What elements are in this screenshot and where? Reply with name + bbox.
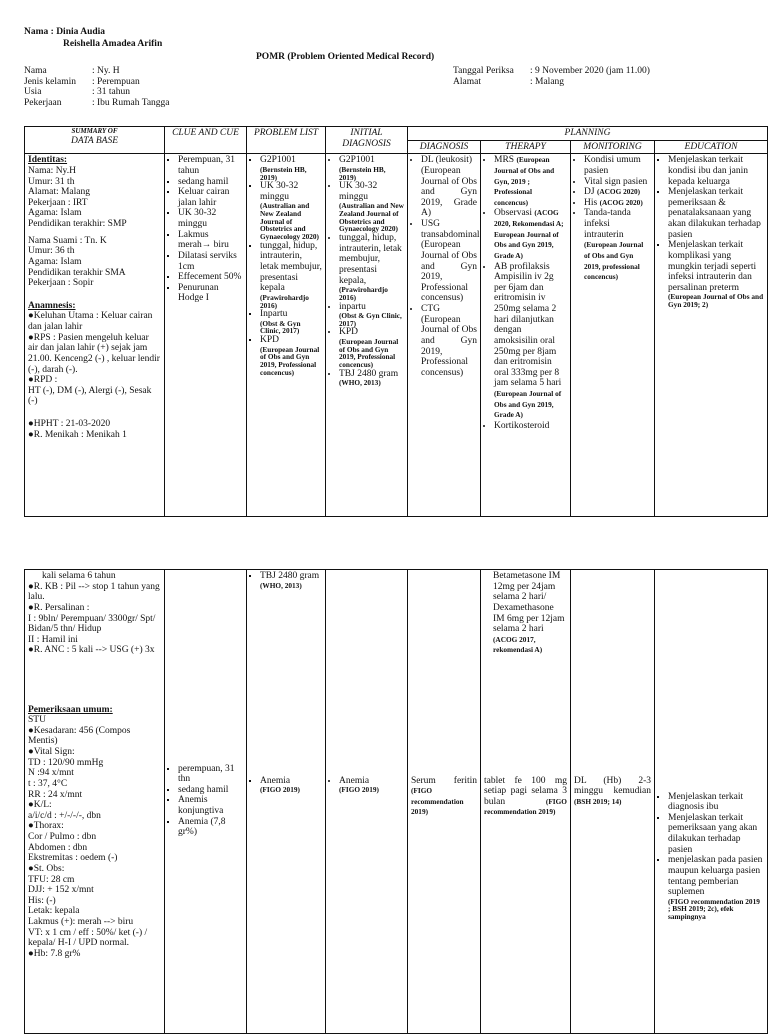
therapy-item-text: AB profilaksis Ampisilin iv 2g per 6jam dan eritromisin iv 250mg selama 2 hari dilanjutkan dengan amoksisilin oral 250mg per 8jam dan eritromisin oral 333mg per 8 jam selama 5 hari	[494, 261, 562, 389]
initial-diagnosis-item-text: Anemia	[339, 775, 370, 786]
clue-item: ▪ perempuan, 31 thn	[178, 764, 243, 785]
initial-diagnosis-item-reference: (WHO, 2013)	[260, 580, 302, 590]
therapy-item-reference: (ACOG 2020, Rekomendasi A; European Journal of Obs and Gyn 2019, Grade A)	[494, 208, 564, 260]
header-summary: SUMMARY OF DATA BASE	[25, 127, 165, 154]
t2-therapy-top-cell	[481, 570, 571, 704]
clue-item: ▪ Effecement 50%	[178, 272, 243, 283]
clue-item: ▪ sedang hamil	[178, 177, 243, 188]
problem-item-reference: (European Journal of Obs and Gyn 2019, Professional concencus)	[260, 344, 320, 377]
exam-line: VT: x 1 cm / eff : 50%/ ket (-) / kepala/ H-I / UPD normal.	[28, 927, 148, 949]
husband-line: Nama Suami : Tn. K	[28, 235, 107, 246]
exam-line: ●Thorax:	[28, 821, 64, 832]
husband-line: Pendidikan terakhir SMA	[28, 267, 126, 278]
clue-item: ▪ Perempuan, 31 tahun	[178, 155, 243, 176]
t2-clue-cell	[165, 704, 247, 1034]
therapy-item-reference: (European Journal of Obs and Gyn, 2019 ; Professional concencus)	[494, 155, 555, 207]
therapy-item-text: Kortikosteroid	[494, 420, 550, 431]
patient-field-key: Tanggal Periksa	[453, 66, 514, 76]
monitoring-item-text: Vital sign pasien	[584, 176, 648, 187]
initial-diagnosis-item-text: TBJ 2480 gram	[339, 368, 399, 379]
monitoring-item	[584, 155, 651, 176]
therapy-item	[494, 262, 567, 421]
problem-item-reference: (Prawirohardjo 2016)	[260, 292, 309, 310]
anamnesis-line: ●Keluhan Utama : Keluar cairan dan jalan lahir	[28, 311, 153, 332]
monitoring-item-text: DJ	[584, 187, 597, 198]
exam-line: Letak: kepala	[28, 906, 80, 917]
patient-info-left	[24, 66, 170, 109]
clue-item: ▪ Anemis konjungtiva	[178, 795, 243, 816]
problem-item-text: Anemia	[260, 775, 291, 786]
diagnosis-reference: (FIGO recommendation 2019)	[411, 786, 464, 817]
exam-line: STU	[28, 715, 46, 726]
initial-diagnosis-item-reference: (Bernstein HB, 2019)	[339, 164, 386, 182]
marriage-line: ●R. Menikah : Menikah 1	[28, 429, 127, 440]
initial-diagnosis-item-text: tunggal, hidup, intrauterin, letak membujur, presentasi kepala,	[339, 233, 402, 286]
pomr-table-1	[24, 126, 768, 517]
education-item	[668, 813, 764, 856]
husband-line: Umur: 36 th	[28, 246, 75, 257]
t2-therapy-cell	[481, 704, 571, 1034]
problem-item-text: G2P1001	[260, 155, 296, 166]
monitoring-reference: (BSH 2019; 14)	[574, 796, 622, 806]
t2-monitoring-top-cell	[571, 570, 655, 704]
problem-item-text: KPD	[260, 335, 280, 346]
initial-diagnosis-item-reference: (Australian and New Zealand Journal of Obstetrics and Gynaecology 2020)	[339, 201, 404, 234]
anamnesis-line: ●RPS : Pasien mengeluh keluar air dan jalan lahir (+) sejak jam 21.00. Kenceng2 (-) , keluar lendir (-), darah (-).	[28, 332, 160, 375]
exam-line: Lakmus (+): merah --> biru	[28, 917, 134, 927]
patient-field	[24, 87, 170, 98]
patient-field-key: Usia	[24, 87, 42, 98]
initial-diagnosis-item-reference: (Prawirohardjo 2016)	[339, 285, 388, 302]
t2-initial-top-cell	[326, 570, 408, 704]
t1-monitoring-cell	[571, 154, 655, 517]
clue-item: ▪ Lakmus merah→ biru	[178, 230, 243, 251]
problem-item	[260, 155, 322, 181]
header-clue: CLUE AND CUE	[165, 127, 247, 154]
identitas-line: Pekerjaan : IRT	[28, 197, 88, 208]
initial-diagnosis-item	[339, 369, 404, 387]
therapy-item	[494, 421, 567, 432]
history-line: ●R. KB : Pil --> stop 1 tahun yang lalu.	[28, 581, 160, 603]
pemeriksaan-title: Pemeriksaan umum:	[28, 704, 113, 715]
problem-item	[260, 776, 322, 794]
monitoring-item	[584, 187, 651, 198]
patient-field	[453, 66, 650, 77]
problem-item	[260, 335, 322, 376]
clue-item: ▪ UK 30-32 minggu	[178, 208, 243, 229]
problem-item-reference: (Obst & Gyn Clinic, 2017)	[260, 318, 301, 336]
patient-field-key: Jenis kelamin	[24, 76, 76, 87]
exam-line: ●St. Obs:	[28, 863, 65, 874]
problem-item	[260, 181, 322, 241]
t2-initial-cell	[326, 704, 408, 1034]
diagnosis-item: (European Journal of Obs and Gyn 2019, Professional concensus)	[421, 240, 477, 304]
diagnosis-item: • CTG	[421, 304, 477, 315]
monitoring-item	[584, 198, 651, 209]
document-title: POMR (Problem Oriented Medical Record)	[256, 52, 435, 62]
initial-diagnosis-item	[339, 233, 404, 301]
monitoring-item-reference: (European Journal of Obs and Gyn 2019, professional concencus)	[584, 240, 644, 282]
patient-field	[24, 98, 170, 109]
exam-line: RR : 24 x/mnt	[28, 789, 83, 800]
t2-diagnosis-top-cell	[408, 570, 481, 704]
author-2: Reishella Amadea Arifin	[63, 39, 163, 49]
monitoring-item-reference: (ACOG 2020)	[599, 197, 643, 207]
initial-diagnosis-item	[260, 571, 322, 589]
patient-field-value: : Malang	[530, 76, 565, 87]
diagnosis-item: • DL (leukosit)	[421, 155, 477, 166]
anamnesis-line: ●RPD :	[28, 375, 58, 386]
patient-field-value: : Ibu Rumah Tangga	[92, 97, 170, 108]
header-problem: PROBLEM LIST	[247, 127, 326, 154]
initial-diagnosis-item	[339, 181, 404, 233]
header-monitoring: MONITORING	[571, 140, 655, 154]
initial-diagnosis-item-text: G2P1001	[339, 155, 375, 166]
patient-field-value: : Perempuan	[92, 76, 140, 87]
anamnesis-line: HT (-), DM (-), Alergi (-), Sesak (-)	[28, 385, 152, 407]
monitoring-item	[584, 208, 651, 282]
t2-problem-top-cell	[247, 570, 326, 704]
initial-diagnosis-item-reference: (Obst & Gyn Clinic, 2017)	[339, 311, 402, 328]
diagnosis-item: (European Journal of Obs and Gyn 2019, Grade A)	[421, 165, 477, 219]
problem-item-reference: (Australian and New Zealand Journal of Obstetrics and Gynaecology 2020)	[260, 201, 319, 242]
author-1: Nama : Dinia Audia	[24, 27, 106, 37]
t2-summary-top-cell	[25, 570, 165, 704]
t2-education-top-cell	[655, 570, 768, 704]
education-item-text: Menjelaskan terkait kondisi ibu dan janin kepada keluarga	[668, 155, 748, 187]
identitas-line: Agama: Islam	[28, 208, 82, 219]
patient-field-key: Alamat	[453, 76, 481, 87]
monitoring-item-reference: (ACOG 2020)	[596, 187, 641, 197]
patient-field	[453, 77, 650, 88]
monitoring-item-text: Tanda-tanda infeksi intrauterin	[584, 208, 631, 240]
exam-line: Abdomen : dbn	[28, 842, 88, 853]
initial-diagnosis-item	[339, 327, 404, 368]
anamnesis-title: Anamnesis:	[28, 300, 76, 311]
problem-item-text: UK 30-32 minggu	[260, 181, 299, 202]
history-line: ●R. Persalinan :	[28, 602, 90, 613]
patient-field-value: : 9 November 2020 (jam 11.00)	[530, 66, 650, 76]
t2-clue-top-cell	[165, 570, 247, 704]
initial-diagnosis-item	[339, 302, 404, 328]
therapy-item-text: Observasi	[494, 208, 535, 219]
identitas-line: Alamat: Malang	[28, 187, 90, 198]
exam-line: ●Vital Sign:	[28, 747, 75, 757]
t2-education-cell	[655, 704, 768, 1034]
initial-diagnosis-item	[339, 776, 404, 794]
patient-field	[24, 77, 170, 88]
header-planning: PLANNING	[408, 127, 768, 141]
initial-diagnosis-item-reference: (WHO, 2013)	[339, 378, 381, 388]
history-line: I : 9bln/ Perempuan/ 3300gr/ Spt/ Bidan/5 thn/ Hidup	[28, 613, 156, 635]
t2-problem-cell	[247, 704, 326, 1034]
problem-item-reference: (Bernstein HB, 2019)	[260, 164, 307, 182]
initial-diagnosis-item-text: inpartu	[339, 301, 366, 312]
initial-diagnosis-item-text: UK 30-32 minggu	[339, 181, 378, 202]
education-item-text: Menjelaskan terkait pemeriksaan & penatalaksanaan yang akan dilakukan terhadap pasien	[668, 187, 761, 240]
t1-diagnosis-cell	[408, 154, 481, 517]
t1-problem-cell	[247, 154, 326, 517]
hpht-line: ●HPHT : 21-03-2020	[28, 419, 111, 429]
clue-item: ▪ Penurunan Hodge I	[178, 283, 243, 304]
header-initial: INITIAL DIAGNOSIS	[326, 127, 408, 154]
diagnosis-item: • USG transabdominal	[421, 219, 477, 240]
exam-line: Ekstremitas : oedem (-)	[28, 853, 118, 864]
husband-line: Agama: Islam	[28, 256, 82, 267]
exam-line: ●K/L:	[28, 800, 52, 811]
therapy-item	[494, 155, 567, 208]
t1-therapy-cell	[481, 154, 571, 517]
monitoring-item-text: Kondisi umum pasien	[584, 155, 641, 176]
education-item-text: Menjelaskan terkait pemeriksaan yang akan dilakukan terhadap pasien	[668, 812, 758, 855]
t1-summary-cell	[25, 154, 165, 517]
exam-line: TD : 120/90 mmHg	[28, 757, 104, 768]
therapy-item-text: MRS	[494, 155, 517, 166]
identitas-title: Identitas:	[28, 155, 68, 166]
exam-line: N :94 x/mnt	[28, 768, 74, 779]
header-diagnosis: DIAGNOSIS	[408, 140, 481, 154]
exam-line: a/i/c/d : +/-/-/-, dbn	[28, 810, 101, 821]
header-therapy: THERAPY	[481, 140, 571, 154]
problem-item-reference: (FIGO 2019)	[260, 785, 300, 795]
education-item	[668, 855, 764, 920]
diagnosis-item: (European Journal of Obs and Gyn 2019, Professional concensus)	[421, 314, 477, 378]
education-item-text: Menjelaskan terkait komplikasi yang mungkin terjadi seperti infeksi intrauterin dan persalinan preterm	[668, 240, 757, 293]
t1-initial-cell	[326, 154, 408, 517]
identitas-line: Pendidikan terakhir: SMP	[28, 219, 127, 229]
clue-item: ▪ Dilatasi serviks 1cm	[178, 251, 243, 272]
initial-diagnosis-item-text: KPD	[339, 327, 359, 338]
exam-line: TFU: 28 cm	[28, 874, 75, 885]
therapy-item-reference: (European Journal of Obs and Gyn 2019, Grade A)	[494, 389, 562, 420]
education-item	[668, 155, 764, 187]
therapy-reference: (ACOG 2017, rekomendasi A)	[493, 634, 543, 655]
t1-education-cell	[655, 154, 768, 517]
patient-field-key: Nama	[24, 66, 47, 76]
education-item	[668, 792, 764, 813]
patient-field-value: : Ny. H	[92, 66, 120, 76]
patient-field	[24, 66, 170, 77]
husband-line: Pekerjaan : Sopir	[28, 278, 94, 289]
problem-item	[260, 241, 322, 309]
history-line: II : Hamil ini	[28, 634, 78, 645]
exam-line: ●Hb: 7.8 gr%	[28, 948, 81, 959]
diagnosis-text: Serum feritin	[411, 775, 477, 786]
monitoring-item	[584, 177, 651, 188]
header-education: EDUCATION	[655, 140, 768, 154]
t2-diagnosis-cell	[408, 704, 481, 1034]
initial-diagnosis-item-text: TBJ 2480 gram	[260, 571, 320, 581]
problem-item-text: Inpartu	[260, 309, 288, 320]
therapy-item	[494, 208, 567, 261]
education-item-text: menjelaskan pada pasien maupun keluarga pasien tentang pemberian suplemen	[668, 855, 763, 898]
clue-item: ▪ Anemia (7,8 gr%)	[178, 817, 243, 838]
problem-item	[260, 309, 322, 335]
pomr-table-2	[24, 569, 768, 1034]
problem-item-text: tunggal, hidup, intrauterin, letak membujur, presentasi kepala	[260, 240, 322, 294]
t2-pemeriksaan-cell	[25, 704, 165, 1034]
initial-diagnosis-item-reference: (FIGO 2019)	[339, 785, 379, 795]
education-item-reference: (FIGO recommendation 2019 ; BSH 2019; 2c), efek sampingnya	[668, 896, 760, 922]
t2-monitoring-cell	[571, 704, 655, 1034]
education-item-reference: (European Journal of Obs and Gyn 2019; 2)	[668, 292, 764, 310]
education-item	[668, 240, 764, 308]
history-line: ●R. ANC : 5 kali --> USG (+) 3x	[28, 645, 155, 656]
history-line: kali selama 6 tahun	[42, 571, 116, 581]
clue-item: ▪ Keluar cairan jalan lahir	[178, 187, 243, 208]
identitas-line: Umur: 31 th	[28, 176, 75, 187]
initial-diagnosis-item-reference: (European Journal of Obs and Gyn 2019, Professional concencus)	[339, 337, 399, 370]
clue-item: ▪ sedang hamil	[178, 785, 243, 796]
therapy-reference: (FIGO recommendation 2019)	[484, 796, 567, 817]
identitas-line: Nama: Ny.H	[28, 165, 76, 176]
monitoring-item-text: His	[584, 197, 600, 208]
monitoring-text: DL (Hb) 2-3 minggu kemudian	[574, 775, 651, 797]
therapy-text: tablet fe 100 mg setiap pagi selama 3 bulan	[484, 775, 567, 807]
education-item	[668, 187, 764, 240]
exam-line: DJJ: + 152 x/mnt	[28, 885, 94, 896]
exam-line: Cor / Pulmo : dbn	[28, 832, 97, 842]
education-item-text: Menjelaskan terkait diagnosis ibu	[668, 791, 744, 813]
patient-field-value: : 31 tahun	[92, 87, 130, 98]
exam-line: His: (-)	[28, 895, 56, 906]
patient-field-key: Pekerjaan	[24, 97, 62, 108]
initial-diagnosis-item	[339, 155, 404, 181]
husband-block	[28, 236, 161, 289]
patient-info-right	[453, 66, 650, 87]
therapy-text: Betametasone IM 12mg per 24jam selama 2 hari/ Dexamethasone IM 6mg per 12jam selama 2 hari	[493, 571, 565, 635]
exam-line: ●Kesadaran: 456 (Compos Mentis)	[28, 725, 131, 747]
exam-line: t : 37, 4°C	[28, 778, 68, 789]
t1-clue-cell	[165, 154, 247, 517]
